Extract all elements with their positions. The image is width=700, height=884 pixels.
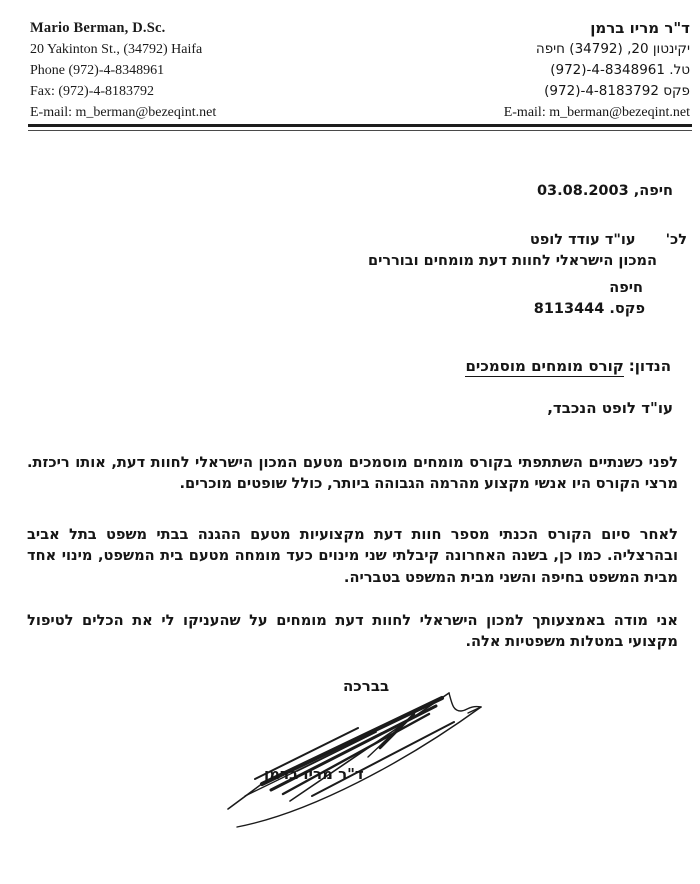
sender-fax-en: Fax: (972)-4-8183792 [30, 84, 155, 99]
subject-label: הנדון: [628, 357, 671, 375]
letterhead-divider-thick [28, 124, 692, 127]
letterhead [30, 18, 690, 123]
closing-word: בברכה [343, 677, 390, 695]
addressee-city: חיפה [609, 280, 643, 296]
sender-email-he: E-mail: m_berman@bezeqint.net [503, 105, 690, 120]
fax-label: פקס [663, 83, 690, 99]
addressee-row [368, 230, 687, 251]
letterhead-hebrew [504, 18, 690, 123]
sender-name-en: Mario Berman, D.Sc. [30, 20, 166, 36]
body-paragraph: לפני כשנתיים השתתפתי בקורס מומחים מוסמכים מטעם המכון הישראלי לחוות דעת, אותו ריכזת. מרצי הקורס היו אנשי מקצוע מהרמה הגבוהה ביותר, כולל שופטים מוכרים. [27, 453, 678, 493]
sender-fax-he [504, 81, 690, 102]
sender-phone-en: Phone (972)-4-8348961 [30, 63, 165, 78]
sender-email-en: E-mail: m_berman@bezeqint.net [30, 105, 217, 120]
handwritten-signature-icon [200, 660, 520, 840]
body-paragraph: לאחר סיום הקורס הכנתי מספר חוות דעת מקצועיות מטעם ההגנה בבתי משפט בתל אביב ובהרצליה. כמו כן, בשנה האחרונה קיבלתי שני מינוים כעד מומחה מטעם בית המשפט, מינוי אחד מבית המשפט בחיפה והשני מבית המשפט בטבריה. [27, 525, 678, 586]
phone-number: (972)-4-8348961 [550, 62, 665, 78]
addressee-organization: המכון הישראלי לחוות דעת מומחים ובוררים [367, 253, 657, 269]
body-paragraph: אני מודה באמצעותך למכון הישראלי לחוות דעת מומחים על שהעניקו לי את הכלים לטיפול מקצועי במטלות משפטיות אלה. [27, 611, 678, 651]
letterhead-english [30, 18, 216, 123]
subject-line [465, 357, 671, 375]
addressee-fax: פקס. 8113444 [533, 301, 645, 317]
salutation: עו"ד לופט הנכבד, [547, 399, 673, 417]
signature-name: ד"ר מריו ברמן [264, 765, 364, 783]
sender-name-he: ד"ר מריו ברמן [590, 19, 690, 37]
letterhead-divider-thin [28, 130, 692, 131]
subject-title: קורס מומחים מוסמכים [465, 357, 624, 375]
to-prefix: לכ' [665, 232, 687, 248]
sender-address-en: 20 Yakinton St., (34792) Haifa [30, 42, 203, 57]
phone-label: טל. [669, 62, 690, 78]
fax-number: (972)-4-8183792 [544, 83, 659, 99]
sender-address-he: יקינטון 20, (34792) חיפה [535, 41, 690, 57]
sender-phone-he [504, 60, 690, 81]
addressee-name: עו"ד עודד לופט [529, 232, 636, 248]
date-line: חיפה, 03.08.2003 [536, 183, 673, 199]
addressee-block [368, 230, 687, 320]
